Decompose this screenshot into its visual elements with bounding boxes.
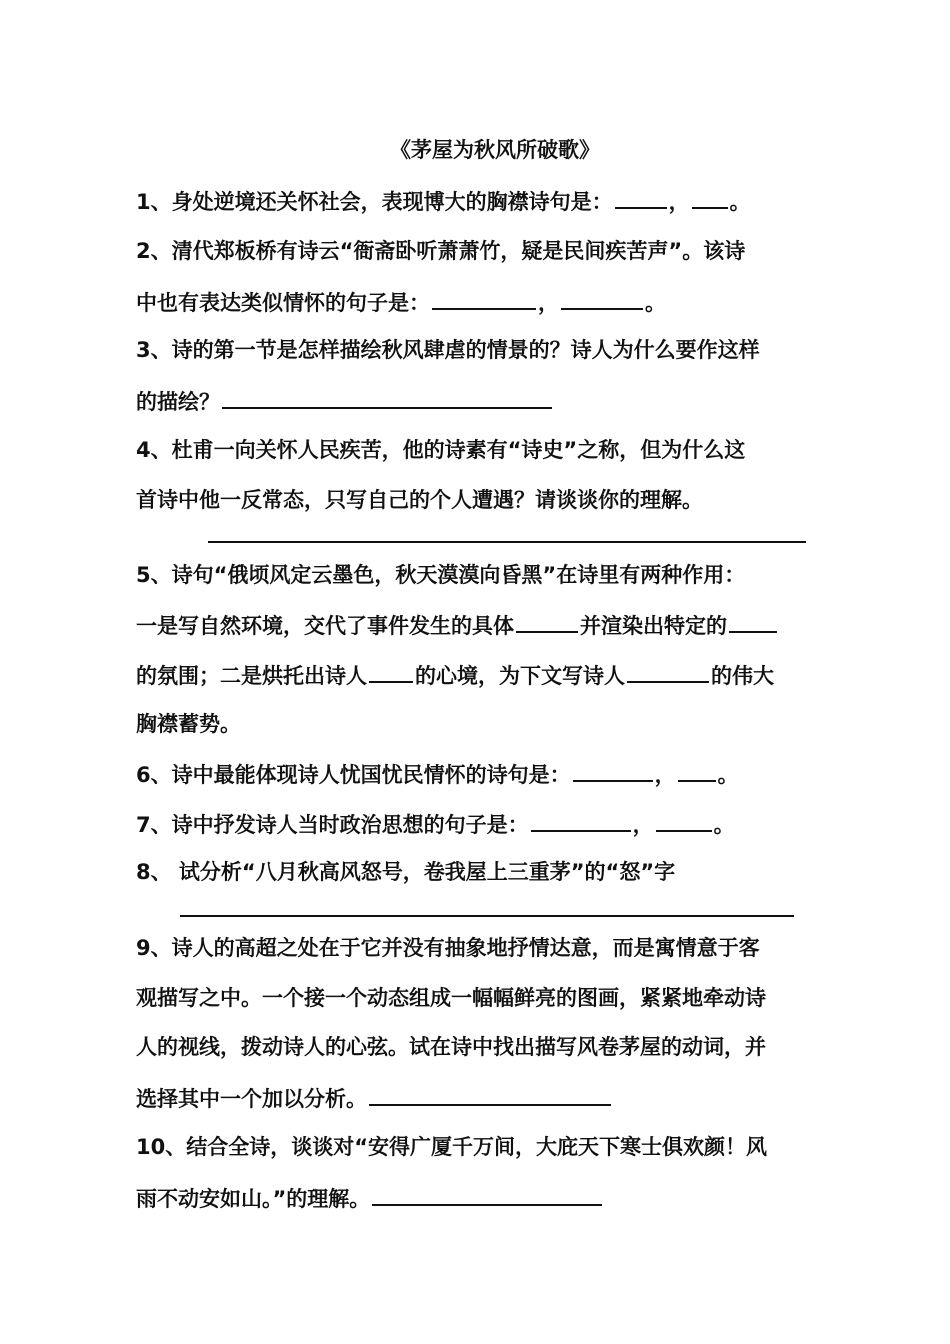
answer-blank[interactable] <box>531 808 631 832</box>
question-5-text-d: 的心境，为下文写诗人 <box>415 664 625 688</box>
punct-comma: ， <box>632 813 654 837</box>
punct-end: 。 <box>717 763 739 787</box>
answer-blank[interactable] <box>573 758 653 782</box>
punct-comma: ， <box>668 190 690 214</box>
question-2-line-1: 2、清代郑板桥有诗云“衙斋卧听萧萧竹，疑是民间疾苦声”。该诗 <box>136 239 746 263</box>
question-10-line-2 <box>136 1182 604 1214</box>
answer-blank[interactable] <box>369 1082 611 1106</box>
question-3-line-2 <box>136 385 554 417</box>
question-10-line-1: 10、结合全诗，谈谈对“安得广厦千万间，大庇天下寒士俱欢颜！风 <box>136 1135 768 1159</box>
question-10-text: 雨不动安如山。”的理解。 <box>136 1187 371 1211</box>
question-6-text: 6、诗中最能体现诗人忧国忧民情怀的诗句是： <box>136 763 571 787</box>
question-5-text-c: 的氛围；二是烘托出诗人 <box>136 664 367 688</box>
question-3-text: 的描绘？ <box>136 390 220 414</box>
question-5-line-3 <box>136 659 774 691</box>
question-4-line-1: 4、杜甫一向关怀人民疾苦，他的诗素有“诗史”之称，但为什么这 <box>136 438 746 462</box>
question-5-line-4: 胸襟蓄势。 <box>136 712 241 736</box>
question-4-line-2: 首诗中他一反常态，只写自己的个人遭遇？请谈谈你的理解。 <box>136 488 703 512</box>
punct-end: 。 <box>729 190 751 214</box>
question-8: 8、 试分析“八月秋高风怒号，卷我屋上三重茅”的“怒”字 <box>136 860 676 884</box>
punct-comma: ， <box>654 763 676 787</box>
answer-blank[interactable] <box>729 609 777 633</box>
answer-blank[interactable] <box>369 659 413 683</box>
question-7-text: 7、诗中抒发诗人当时政治思想的句子是： <box>136 813 529 837</box>
question-2-text: 中也有表达类似情怀的句子是： <box>136 291 430 315</box>
question-1 <box>136 185 751 217</box>
answer-blank[interactable] <box>516 609 578 633</box>
question-3-line-1: 3、诗的第一节是怎样描绘秋风肆虐的情景的？诗人为什么要作这样 <box>136 338 760 362</box>
question-9-line-3: 人的视线，拨动诗人的心弦。试在诗中找出描写风卷茅屋的动词，并 <box>136 1035 766 1059</box>
question-9-text: 选择其中一个加以分析。 <box>136 1087 367 1111</box>
question-5-text-e: 的伟大 <box>711 664 774 688</box>
punct-end: 。 <box>645 291 666 315</box>
question-5-text-b: 并渲染出特定的 <box>580 614 727 638</box>
answer-blank[interactable] <box>372 1182 602 1206</box>
page-title: 《茅屋为秋风所破歌》 <box>390 138 600 162</box>
answer-blank[interactable] <box>222 385 552 409</box>
punct-end: 。 <box>713 813 735 837</box>
question-5-text-a: 一是写自然环境，交代了事件发生的具体 <box>136 614 514 638</box>
answer-blank[interactable] <box>678 758 716 782</box>
question-2-line-2 <box>136 286 666 318</box>
question-1-text: 1、身处逆境还关怀社会，表现博大的胸襟诗句是： <box>136 190 613 214</box>
answer-blank[interactable] <box>627 659 709 683</box>
question-9-line-2: 观描写之中。一个接一个动态组成一幅幅鲜亮的图画，紧紧地牵动诗 <box>136 986 766 1010</box>
answer-blank[interactable] <box>432 286 536 310</box>
answer-blank[interactable] <box>561 286 643 310</box>
answer-blank[interactable] <box>692 185 728 209</box>
question-5-line-2 <box>136 609 779 641</box>
answer-blank[interactable] <box>615 185 667 209</box>
answer-line[interactable] <box>208 541 806 543</box>
answer-line[interactable] <box>180 915 794 917</box>
answer-blank[interactable] <box>656 808 712 832</box>
question-7 <box>136 808 735 840</box>
question-6 <box>136 758 739 790</box>
question-5-line-1: 5、诗句“俄顷风定云墨色，秋天漠漠向昏黑”在诗里有两种作用： <box>136 563 746 587</box>
question-9-line-4 <box>136 1082 613 1114</box>
punct-comma: ， <box>538 291 559 315</box>
question-9-line-1: 9、诗人的高超之处在于它并没有抽象地抒情达意，而是寓情意于客 <box>136 936 760 960</box>
